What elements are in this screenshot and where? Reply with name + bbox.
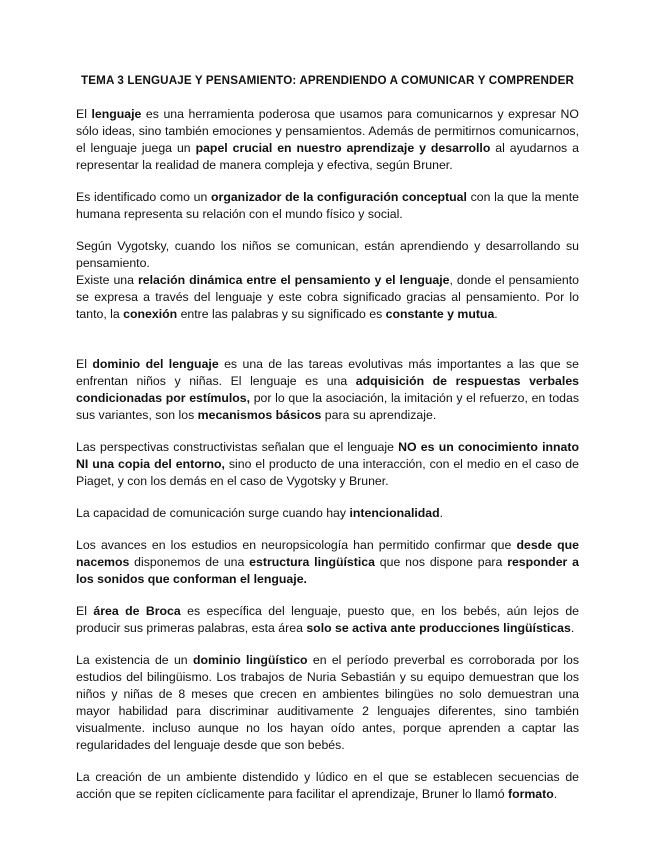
document-title: TEMA 3 LENGUAJE Y PENSAMIENTO: APRENDIENDO A COMUNICAR Y COMPRENDER bbox=[81, 74, 574, 87]
text-run: La creación de un ambiente distendido y lúdico en el que se establecen secuencias de acción que se repiten cíclicamente para facilitar el aprendizaje, Bruner lo llamó bbox=[76, 770, 579, 801]
bold-text-run: responder a los sonidos que conforman el lenguaje. bbox=[76, 555, 579, 586]
text-run: . bbox=[494, 307, 498, 321]
paragraph-vygotsky bbox=[76, 238, 579, 272]
bold-text-run: intencionalidad bbox=[349, 506, 440, 520]
bold-text-run: estructura lingüística bbox=[249, 555, 375, 569]
text-run: con la que la mente humana representa su relación con el mundo físico y social. bbox=[76, 190, 579, 221]
text-run: . bbox=[570, 621, 575, 635]
text-run: es una herramienta poderosa que usamos para comunicarnos y expresar NO sólo ideas, sino también emociones y pensamientos. Además de permitirnos comunicarnos, el lenguaje juega un bbox=[76, 107, 579, 155]
bold-text-run: constante y mutua bbox=[385, 307, 495, 321]
text-run: Según Vygotsky, cuando los niños se comunican, están aprendiendo y desarrollando su pensamiento. bbox=[76, 239, 579, 270]
text-run: Existe una bbox=[76, 273, 138, 287]
paragraph-organizador-conceptual bbox=[76, 189, 579, 223]
paragraph-relacion-dinamica bbox=[76, 272, 579, 323]
text-run: es específica del lenguaje, puesto que, en los bebés, aún lejos de producir sus primeras palabras, esta área bbox=[76, 604, 579, 635]
bold-text-run: relación dinámica entre el pensamiento y el lenguaje bbox=[137, 273, 450, 287]
text-run: en el período preverbal es corroborada por los estudios del bilingüismo. Los trabajos de Nuria Sebastián y su equipo demuestran que los niños y niñas de 8 meses que crecen en ambientes bilingües no solo demuestran una mayor habilidad para discriminar auditivamente 2 lenguajes diferentes, sino también visualmente. incluso aunque no los hayan oído antes, porque aprenden a captar las regularidades del lenguaje desde que son bebés. bbox=[76, 653, 579, 752]
paragraph-dominio-lenguaje bbox=[76, 356, 579, 424]
bold-text-run: área de Broca bbox=[93, 604, 181, 618]
paragraph-intencionalidad bbox=[76, 505, 579, 522]
bold-text-run: dominio del lenguaje bbox=[92, 357, 219, 371]
text-run: Las perspectivas constructivistas señalan que el lenguaje bbox=[76, 440, 399, 454]
paragraph-area-broca bbox=[76, 603, 579, 637]
text-run: sino el producto de una interacción, con el medio en el caso de Piaget, y con los demás en el caso de Vygotsky y Bruner. bbox=[76, 457, 579, 488]
text-run: Los avances en los estudios en neuropsicología han permitido confirmar que bbox=[76, 538, 517, 552]
text-run: El bbox=[76, 107, 92, 121]
text-run: , donde el pensamiento se expresa a través del lenguaje y este cobra significado gracias al pensamiento. Por lo tanto, la bbox=[76, 273, 579, 321]
text-run: Es identificado como un bbox=[76, 190, 212, 204]
paragraph-constructivistas bbox=[76, 439, 579, 490]
bold-text-run: adquisición de respuestas verbales condicionadas por estímulos, bbox=[76, 374, 579, 405]
bold-text-run: lenguaje bbox=[91, 107, 142, 121]
text-run: disponemos de una bbox=[129, 555, 250, 569]
bold-text-run: formato bbox=[507, 787, 554, 801]
text-run: . bbox=[439, 506, 444, 520]
text-run: El bbox=[76, 357, 93, 371]
paragraph-neuropsicologia bbox=[76, 537, 579, 588]
bold-text-run: organizador de la configuración conceptual bbox=[211, 190, 467, 204]
text-run: entre las palabras y su significado es bbox=[177, 307, 386, 321]
bold-text-run: desde que nacemos bbox=[76, 538, 579, 569]
paragraph-bilinguismo bbox=[76, 652, 579, 754]
bold-text-run: NO es un conocimiento innato NI una copia del entorno, bbox=[76, 440, 579, 471]
bold-text-run: papel crucial en nuestro aprendizaje y desarrollo bbox=[195, 141, 491, 155]
text-run: La capacidad de comunicación surge cuando hay bbox=[76, 506, 350, 520]
text-run: es una de las tareas evolutivas más importantes a las que se enfrentan niños y niñas. El lenguaje es una bbox=[76, 357, 579, 388]
text-run: La existencia de un bbox=[76, 653, 193, 667]
bold-text-run: conexión bbox=[123, 307, 178, 321]
bold-text-run: mecanismos básicos bbox=[197, 408, 322, 422]
paragraph-formato bbox=[76, 769, 579, 803]
text-run: . bbox=[553, 787, 558, 801]
bold-text-run: solo se activa ante producciones lingüísticas bbox=[306, 621, 571, 635]
text-run: que nos dispone para bbox=[374, 555, 508, 569]
paragraph-lenguaje-herramienta bbox=[76, 106, 579, 174]
bold-text-run: dominio lingüístico bbox=[192, 653, 308, 667]
text-run: por lo que la asociación, la imitación y el refuerzo, en todas sus variantes, son los bbox=[76, 391, 579, 422]
text-run: para su aprendizaje. bbox=[321, 408, 437, 422]
text-run: al ayudarnos a representar la realidad de manera compleja y efectiva, según Bruner. bbox=[76, 141, 579, 172]
text-run: El bbox=[76, 604, 94, 618]
